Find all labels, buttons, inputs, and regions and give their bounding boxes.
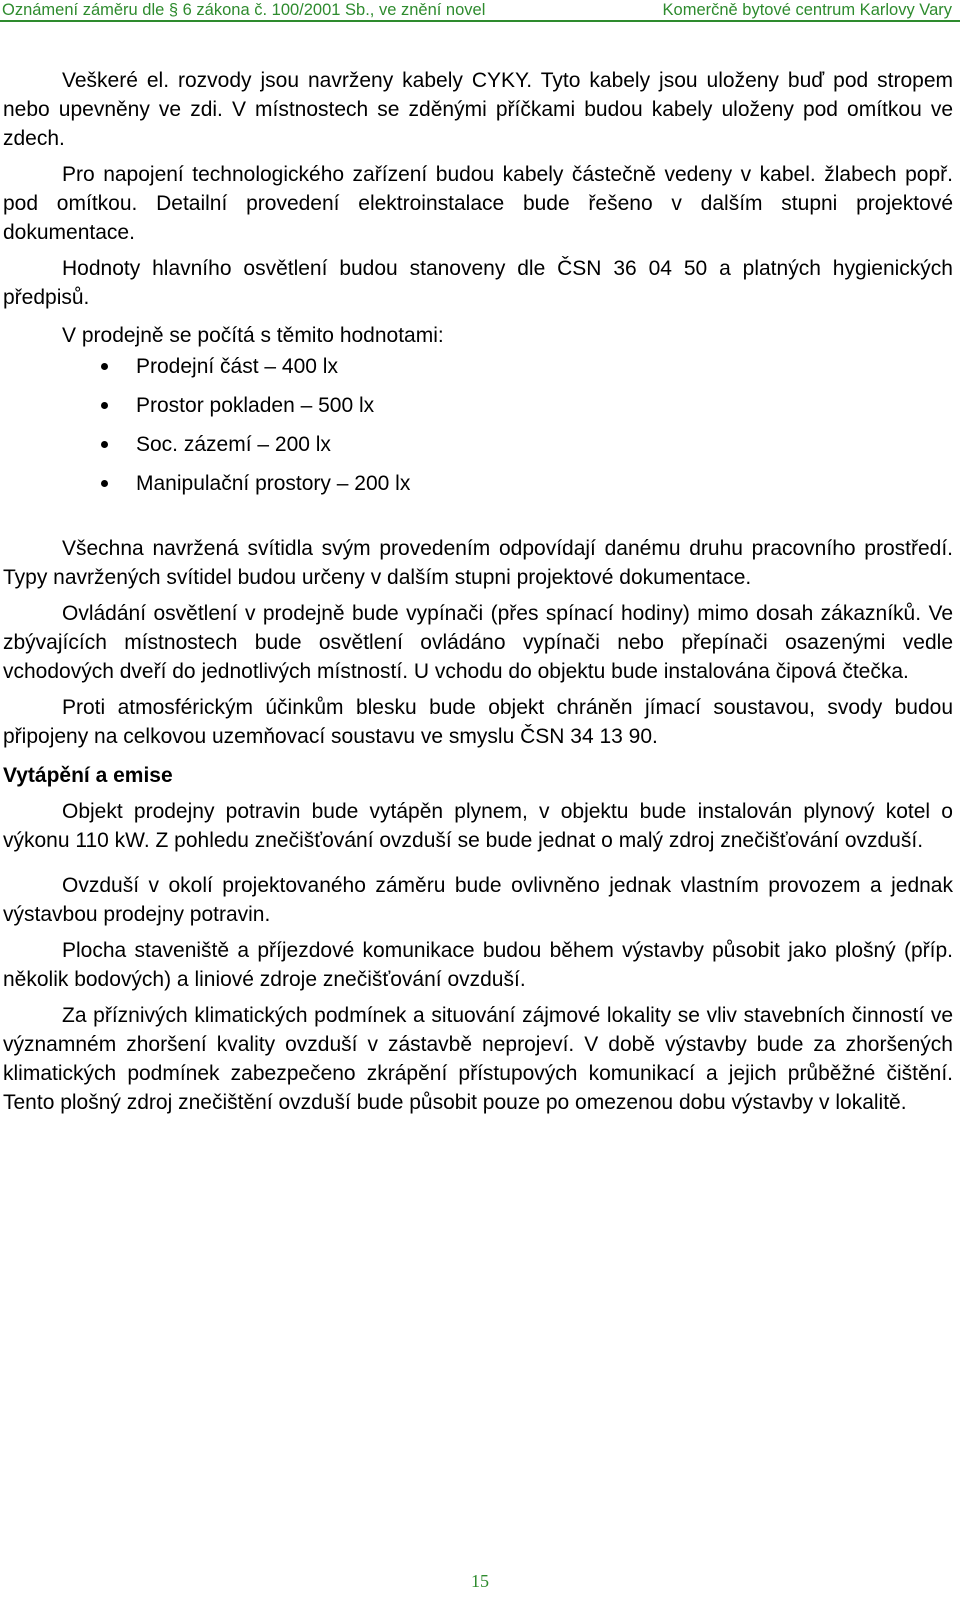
lighting-values-list	[3, 352, 953, 508]
paragraph-technology-connection: Pro napojení technologického zařízení budou kabely částečně vedeny v kabel. žlabech popř. pod omítkou. Detailní provedení elektroinstalace bude řešeno v dalším stupni projektové dokumentace.	[3, 163, 953, 244]
paragraph-cabling: Veškeré el. rozvody jsou navrženy kabely CYKY. Tyto kabely jsou uloženy buď pod stropem nebo upevněny ve zdi. V místnostech se zděnými příčkami budou kabely uloženy pod omítkou ve zdech.	[3, 69, 953, 150]
document-body	[3, 66, 953, 1117]
paragraph-construction-site: Plocha staveniště a příjezdové komunikace budou během výstavby působit jako plošný (příp. několik bodových) a liniové zdroje znečišťování ovzduší.	[3, 939, 953, 991]
paragraph-lighting-values: Hodnoty hlavního osvětlení budou stanoveny dle ČSN 36 04 50 a platných hygienických předpisů.	[3, 257, 953, 309]
header-document-title: Oznámení záměru dle § 6 zákona č. 100/2001 Sb., ve znění novel	[2, 1, 486, 19]
paragraph-shop-values-intro: V prodejně se počítá s těmito hodnotami:	[62, 324, 444, 347]
page-number: 15	[471, 1571, 489, 1591]
header-project-name: Komerčně bytové centrum Karlovy Vary	[662, 1, 952, 19]
paragraph-luminaires: Všechna navržená svítidla svým provedením odpovídají danému druhu pracovního prostředí. Typy navržených svítidel budou určeny v dalším stupni projektové dokumentace.	[3, 537, 953, 589]
paragraph-lighting-control: Ovládání osvětlení v prodejně bude vypínači (přes spínací hodiny) mimo dosah zákazníků. Ve zbývajících místnostech bude osvětlení ovládáno vypínači nebo přepínači osazenými vedle vchodových dveří do jednotlivých místností. U vchodu do objektu bude instalována čipová čtečka.	[3, 602, 953, 683]
section-heading: Vytápění a emise	[3, 764, 173, 787]
paragraph-climatic-conditions: Za příznivých klimatických podmínek a situování zájmové lokality se vliv stavebních činností ve významném zhoršení kvality ovzduší v zástavbě neprojeví. V době výstavby bude za zhoršených klimatických podmínek zabezpečeno zkrápění přístupových komunikací a jejich průběžné čištění. Tento plošný zdroj znečištění ovzduší bude působit pouze po omezenou dobu výstavby v lokalitě.	[3, 1004, 953, 1114]
paragraph-lightning-protection: Proti atmosférickým účinkům blesku bude objekt chráněn jímací soustavou, svody budou připojeny na celkovou uzemňovací soustavu ve smyslu ČSN 34 13 90.	[3, 696, 953, 748]
list-item: Prostor pokladen – 500 lx	[3, 391, 953, 430]
page-header	[0, 0, 960, 22]
paragraph-heating: Objekt prodejny potravin bude vytápěn plynem, v objektu bude instalován plynový kotel o výkonu 110 kW. Z pohledu znečišťování ovzduší se bude jednat o malý zdroj znečišťování ovzduší.	[3, 800, 953, 852]
list-item: Prodejní část – 400 lx	[3, 352, 953, 391]
list-item: Soc. zázemí – 200 lx	[3, 430, 953, 469]
paragraph-air-influence: Ovzduší v okolí projektovaného záměru bude ovlivněno jednak vlastním provozem a jednak výstavbou prodejny potravin.	[3, 874, 953, 926]
list-item: Manipulační prostory – 200 lx	[3, 469, 953, 508]
